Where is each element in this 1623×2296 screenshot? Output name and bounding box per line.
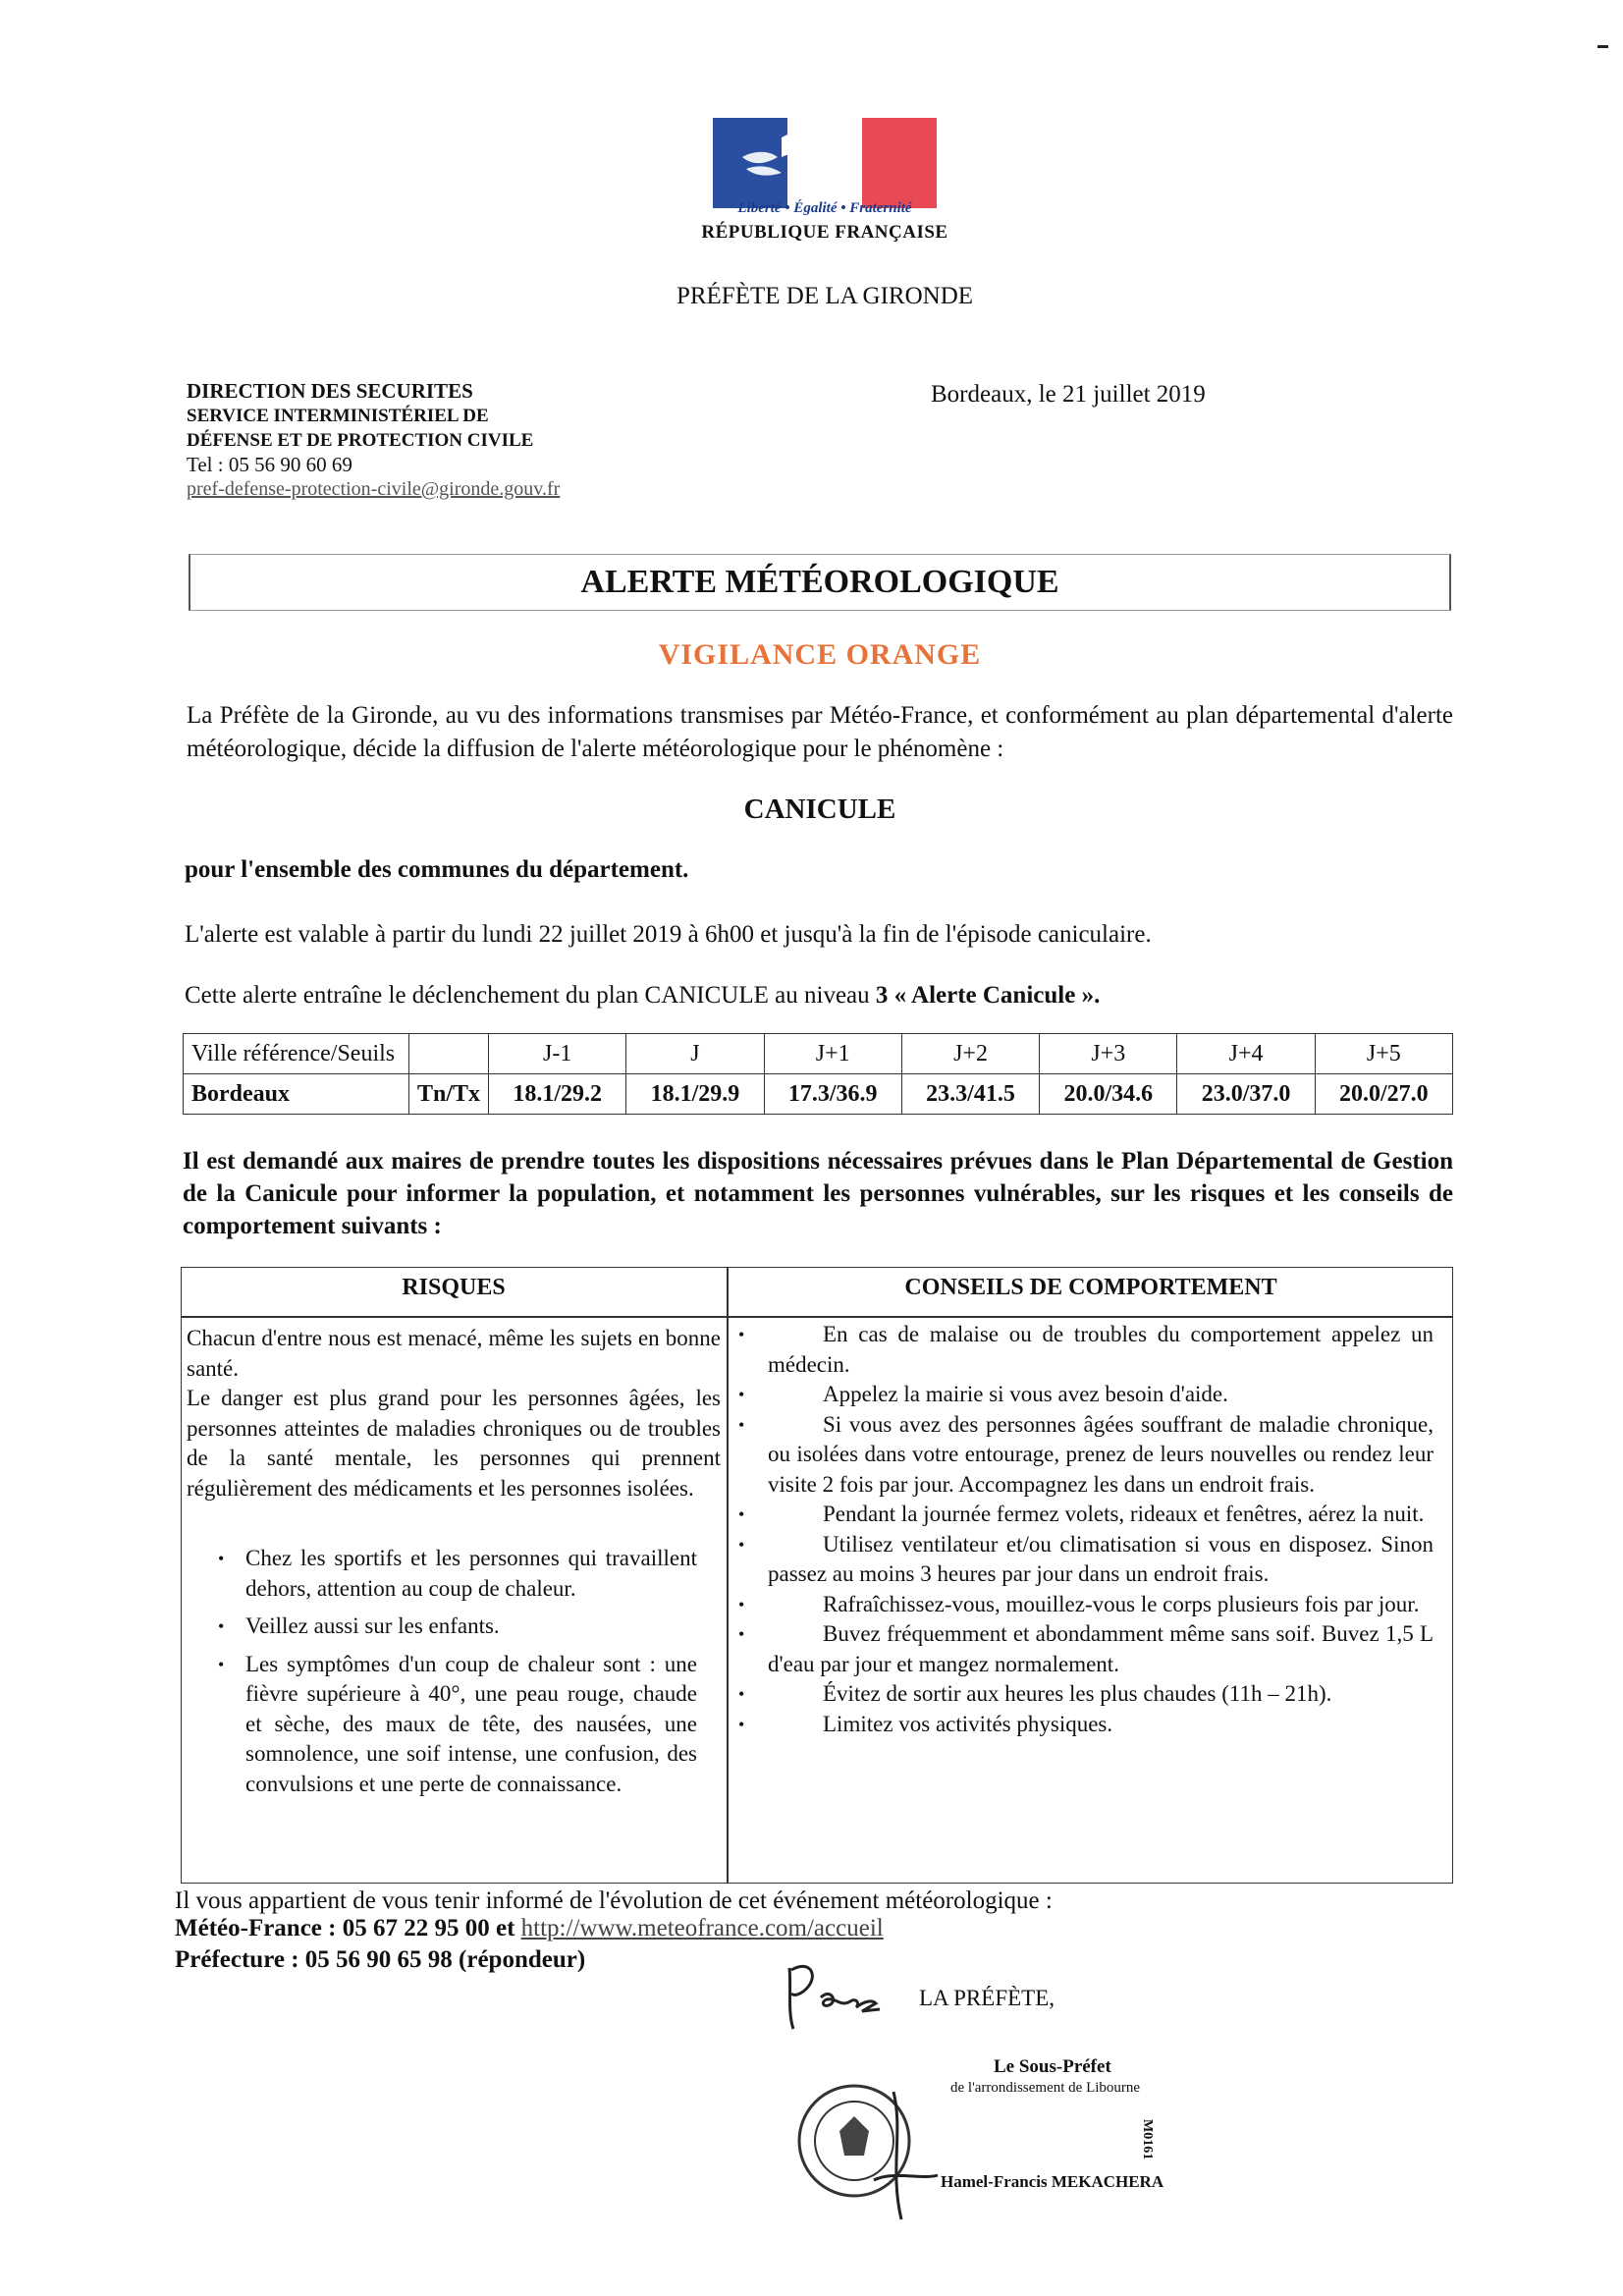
- list-item-text: Rafraîchissez-vous, mouillez-vous le corps plusieurs fois par jour.: [823, 1591, 1420, 1616]
- table-cell: 20.0/34.6: [1040, 1074, 1177, 1115]
- inform-text: Il vous appartient de vous tenir informé de l'évolution de cet événement météorologique :: [175, 1887, 1053, 1914]
- date: Bordeaux, le 21 juillet 2019: [931, 381, 1206, 408]
- bullet-icon: •: [218, 1654, 225, 1674]
- prefecture-title: PRÉFÈTE DE LA GIRONDE: [676, 283, 974, 309]
- list-item: [738, 1619, 1434, 1679]
- risks-list: [210, 1544, 697, 1807]
- trigger: [185, 982, 1100, 1010]
- thresholds-table: [183, 1033, 1453, 1115]
- table-cell: J+2: [901, 1034, 1039, 1074]
- signoff: LA PRÉFÈTE,: [919, 1986, 1055, 2010]
- list-item-text: Évitez de sortir aux heures les plus chaudes (11h – 21h).: [823, 1681, 1332, 1706]
- table-header-row: [184, 1034, 1453, 1074]
- list-item: [738, 1530, 1434, 1590]
- list-item-text: Buvez fréquemment et abondamment même sans soif. Buvez 1,5 L d'eau par jour et mangez normalement.: [768, 1621, 1434, 1676]
- list-item: [210, 1650, 697, 1800]
- header-divider: [181, 1316, 1453, 1318]
- mayor-request: Il est demandé aux maires de prendre toutes les dispositions nécessaires prévues dans le Plan Départemental de Gestion de la Canicule pour informer la population, et notamment les personnes vulnérables, sur les risques et les conseils de comportement suivants :: [183, 1148, 1453, 1239]
- table-cell: Bordeaux: [184, 1074, 409, 1115]
- intro-paragraph: La Préfète de la Gironde, au vu des informations transmises par Météo-France, et conformément au plan départemental d'alerte météorologique, décide la diffusion de l'alerte météorologique pour le phénomène :: [187, 702, 1453, 762]
- list-item: [738, 1410, 1434, 1501]
- bullet-icon: •: [738, 1504, 745, 1524]
- arrondissement: de l'arrondissement de Libourne: [950, 2080, 1141, 2096]
- handwritten-signature-icon: [782, 1958, 909, 2037]
- phone: Tel : 05 56 90 60 69: [187, 453, 352, 476]
- email-link[interactable]: pref-defense-protection-civile@gironde.gouv.fr: [187, 478, 561, 500]
- list-item: [738, 1380, 1434, 1410]
- list-item-text: Utilisez ventilateur et/ou climatisation si vous en disposez. Sinon passez au moins 3 heures par jour dans un endroit frais.: [768, 1531, 1434, 1586]
- table-cell: 18.1/29.2: [489, 1074, 626, 1115]
- table-cell: J-1: [489, 1034, 626, 1074]
- bullet-icon: •: [738, 1684, 745, 1704]
- list-item: [738, 1500, 1434, 1530]
- corner-mark: [1597, 45, 1608, 48]
- table-cell: J+1: [764, 1034, 901, 1074]
- vigilance-level: VIGILANCE ORANGE: [658, 638, 982, 671]
- table-cell: J+5: [1315, 1034, 1452, 1074]
- table-row: [184, 1074, 1453, 1115]
- table-cell: 23.3/41.5: [901, 1074, 1039, 1115]
- bullet-icon: •: [738, 1414, 745, 1435]
- list-item: [210, 1544, 697, 1604]
- table-cell: J: [626, 1034, 764, 1074]
- marianne-logo-icon: [713, 118, 937, 208]
- table-cell: 17.3/36.9: [764, 1074, 901, 1115]
- list-item-text: Veillez aussi sur les enfants.: [245, 1613, 500, 1638]
- direction: DIRECTION DES SECURITES: [187, 379, 473, 403]
- risks-para: Chacun d'entre nous est menacé, même les sujets en bonne santé.: [187, 1326, 721, 1381]
- list-item-text: Les symptômes d'un coup de chaleur sont : une fièvre supérieure à 40°, une peau rouge, chaude et sèche, des maux de tête, des nausées, une somnolence, une soif intense, une confusion, des convulsions et une perte de connaissance.: [245, 1651, 697, 1796]
- meteo-phone: Météo-France : 05 67 22 95 00 et: [175, 1915, 521, 1941]
- motto: Liberté • Égalité • Fraternité: [737, 200, 912, 216]
- bullet-icon: •: [738, 1534, 745, 1555]
- trigger-text: Cette alerte entraîne le déclenchement du plan CANICULE au niveau: [185, 982, 876, 1009]
- republic-name: RÉPUBLIQUE FRANÇAISE: [701, 222, 948, 243]
- list-item-text: Pendant la journée fermez volets, rideaux et fenêtres, aérez la nuit.: [823, 1502, 1425, 1526]
- alert-title: ALERTE MÉTÉOROLOGIQUE: [189, 554, 1451, 611]
- list-item: [738, 1710, 1434, 1740]
- table-cell: J+3: [1040, 1034, 1177, 1074]
- meteo-contact: [175, 1915, 884, 1942]
- scope: pour l'ensemble des communes du département.: [185, 856, 689, 883]
- validity: L'alerte est valable à partir du lundi 22 juillet 2019 à 6h00 et jusqu'à la fin de l'épisode caniculaire.: [185, 921, 1152, 948]
- bullet-icon: •: [738, 1385, 745, 1404]
- list-item: [738, 1320, 1434, 1380]
- service-line2: DÉFENSE ET DE PROTECTION CIVILE: [187, 430, 534, 451]
- sous-prefet-title: Le Sous-Préfet: [994, 2056, 1111, 2077]
- service-line1: SERVICE INTERMINISTÉRIEL DE: [187, 406, 489, 426]
- list-item: [210, 1612, 697, 1642]
- official-stamp-icon: [795, 2052, 943, 2229]
- meteo-link[interactable]: http://www.meteofrance.com/accueil: [520, 1915, 884, 1941]
- bullet-icon: •: [218, 1549, 225, 1568]
- table-cell: Tn/Tx: [409, 1074, 489, 1115]
- stamp-code: M0161: [1140, 2119, 1155, 2160]
- table-cell: 20.0/27.0: [1315, 1074, 1452, 1115]
- list-item: [738, 1679, 1434, 1710]
- list-item: [738, 1590, 1434, 1620]
- list-item-text: Limitez vos activités physiques.: [823, 1711, 1113, 1736]
- risks-para: Le danger est plus grand pour les personnes âgées, les personnes atteintes de maladies chroniques ou de troubles de la santé mentale, les personnes qui prennent régulièrement des médicaments et les personnes isolées.: [187, 1386, 721, 1501]
- list-item-text: Appelez la mairie si vous avez besoin d'aide.: [823, 1382, 1228, 1406]
- sender-block: [187, 379, 560, 502]
- table-cell: 23.0/37.0: [1177, 1074, 1315, 1115]
- bullet-icon: •: [738, 1714, 745, 1734]
- risks-text: [187, 1324, 721, 1503]
- trigger-level: 3 « Alerte Canicule ».: [875, 982, 1101, 1009]
- advice-heading: CONSEILS DE COMPORTEMENT: [904, 1275, 1277, 1300]
- risks-heading: RISQUES: [402, 1275, 506, 1300]
- list-item-text: Si vous avez des personnes âgées souffrant de maladie chronique, ou isolées dans votre entourage, prenez de leurs nouvelles ou rendez leur visite 2 fois par jour. Accompagnez les dans un endroit frais.: [768, 1411, 1434, 1497]
- bullet-icon: •: [218, 1616, 225, 1636]
- advice-list: [738, 1320, 1434, 1739]
- bullet-icon: •: [738, 1594, 745, 1614]
- table-cell: J+4: [1177, 1034, 1315, 1074]
- table-cell: [409, 1034, 489, 1074]
- list-item-text: Chez les sportifs et les personnes qui travaillent dehors, attention au coup de chaleur.: [245, 1546, 697, 1601]
- phenomenon: CANICULE: [743, 793, 896, 825]
- table-cell: 18.1/29.9: [626, 1074, 764, 1115]
- list-item-text: En cas de malaise ou de troubles du comportement appelez un médecin.: [768, 1322, 1434, 1377]
- bullet-icon: •: [738, 1624, 745, 1644]
- prefecture-contact: Préfecture : 05 56 90 65 98 (répondeur): [175, 1946, 586, 1973]
- bullet-icon: •: [738, 1325, 745, 1344]
- signer-name: Hamel-Francis MEKACHERA: [941, 2172, 1164, 2191]
- column-divider: [727, 1267, 729, 1884]
- table-cell: Ville référence/Seuils: [184, 1034, 409, 1074]
